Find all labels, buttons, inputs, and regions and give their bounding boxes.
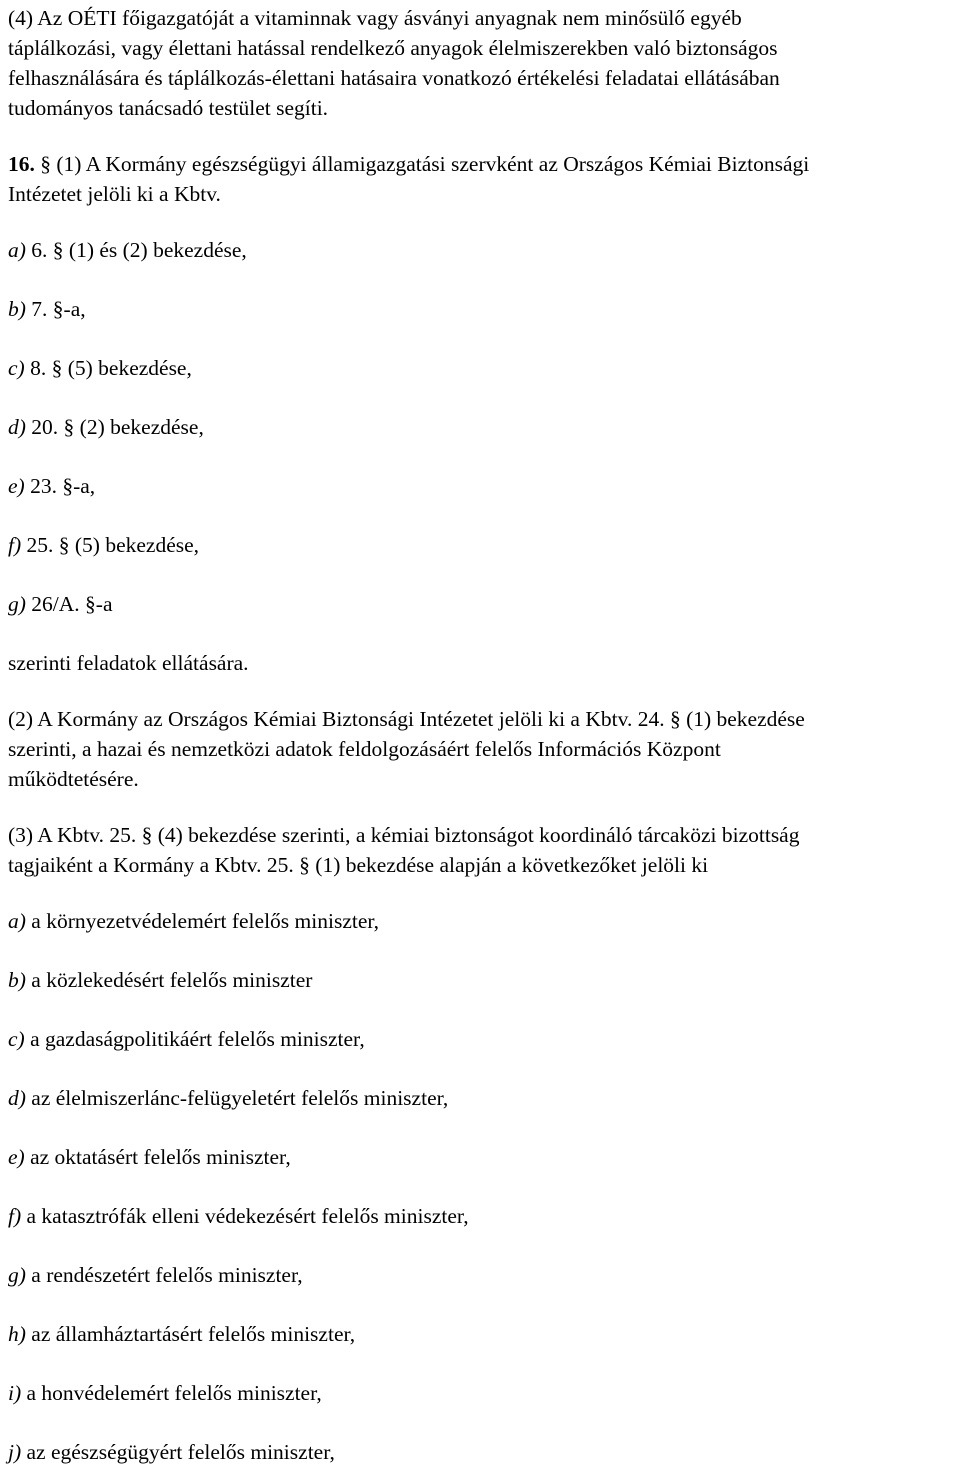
list-item: [8, 965, 954, 995]
section-number: 16.: [8, 152, 35, 176]
list-item-label: a): [8, 238, 26, 262]
paragraph-2-line-2: szerinti, a hazai és nemzetközi adatok feldolgozásáért felelős Információs Központ: [8, 737, 721, 761]
section-16-text: § (1) A Kormány egészségügyi államigazgatási szervként az Országos Kémiai Biztonsági: [34, 152, 810, 176]
list-item-label: g): [8, 592, 26, 616]
list-item-label: d): [8, 415, 26, 439]
list-item: [8, 1437, 954, 1467]
list-item-text: az oktatásért felelős miniszter,: [24, 1145, 291, 1169]
list-item-label: g): [8, 1263, 26, 1287]
list-item: [8, 1201, 954, 1231]
list-item: [8, 589, 954, 619]
list-item-text: 26/A. §-a: [25, 592, 113, 616]
list-item-text: a környezetvédelemért felelős miniszter,: [25, 909, 380, 933]
list-item-label: b): [8, 968, 26, 992]
list-item: [8, 1142, 954, 1172]
list-item: [8, 353, 954, 383]
paragraph-4-line-4: tudományos tanácsadó testület segíti.: [8, 96, 329, 120]
paragraph-4-line-1: (4) Az OÉTI főigazgatóját a vitaminnak vagy ásványi anyagnak nem minősülő egyéb: [8, 6, 742, 30]
list-item-text: a honvédelemért felelős miniszter,: [21, 1381, 322, 1405]
paragraph-4: [8, 3, 954, 123]
section-16-line-2: Intézetet jelöli ki a Kbtv.: [8, 182, 221, 206]
list-item-label: d): [8, 1086, 26, 1110]
paragraph-4-line-2: táplálkozási, vagy élettani hatással rendelkező anyagok élelmiszerekben való biztonságos: [8, 36, 778, 60]
list-item-text: a közlekedésért felelős miniszter: [25, 968, 313, 992]
list-item-text: az élelmiszerlánc-felügyeletért felelős miniszter,: [25, 1086, 449, 1110]
list-item-text: a rendészetért felelős miniszter,: [25, 1263, 303, 1287]
list-item-label: i): [8, 1381, 22, 1405]
list-item: [8, 1024, 954, 1054]
list-item-label: e): [8, 1145, 25, 1169]
list-item: [8, 294, 954, 324]
document-page: [8, 3, 954, 1467]
list-closing-text: szerinti feladatok ellátására.: [8, 651, 249, 675]
list-item-text: 23. §-a,: [24, 474, 96, 498]
list-item-text: 25. § (5) bekezdése,: [21, 533, 200, 557]
list-item: [8, 906, 954, 936]
paragraph-3-line-1: (3) A Kbtv. 25. § (4) bekezdése szerinti, a kémiai biztonságot koordináló tárcaközi bizottság: [8, 823, 800, 847]
list-item-text: 6. § (1) és (2) bekezdése,: [25, 238, 247, 262]
list-item: [8, 1378, 954, 1408]
list-item-label: b): [8, 297, 26, 321]
list-item-label: e): [8, 474, 25, 498]
list-item-text: 20. § (2) bekezdése,: [25, 415, 204, 439]
paragraph-4-line-3: felhasználására és táplálkozás-élettani hatásaira vonatkozó értékelési feladatai ellátásában: [8, 66, 780, 90]
list-item-label: c): [8, 356, 25, 380]
list-item-label: f): [8, 533, 22, 557]
ministers-list: [8, 906, 954, 1467]
list-item-text: 7. §-a,: [25, 297, 86, 321]
list-item-label: j): [8, 1440, 22, 1464]
list-item-label: c): [8, 1027, 25, 1051]
list-item: [8, 235, 954, 265]
list-item: [8, 412, 954, 442]
paragraph-2-line-1: (2) A Kormány az Országos Kémiai Biztonsági Intézetet jelöli ki a Kbtv. 24. § (1) bekezdése: [8, 707, 805, 731]
list-item-label: f): [8, 1204, 22, 1228]
list-item-text: az egészségügyért felelős miniszter,: [21, 1440, 335, 1464]
paragraph-2-line-3: működtetésére.: [8, 767, 139, 791]
list-item: [8, 530, 954, 560]
section-16-line-1: [8, 149, 954, 179]
list-item: [8, 1260, 954, 1290]
list-item-text: a gazdaságpolitikáért felelős miniszter,: [24, 1027, 365, 1051]
paragraph-2: [8, 704, 954, 794]
list-item-label: h): [8, 1322, 26, 1346]
list-item: [8, 1083, 954, 1113]
section-16: [8, 149, 954, 209]
list-item: [8, 471, 954, 501]
list-item-text: a katasztrófák elleni védekezésért felelős miniszter,: [21, 1204, 469, 1228]
paragraph-3: [8, 820, 954, 880]
tasks-list: [8, 235, 954, 678]
list-item-text: az államháztartásért felelős miniszter,: [25, 1322, 356, 1346]
list-item: [8, 1319, 954, 1349]
paragraph-3-line-2: tagjaiként a Kormány a Kbtv. 25. § (1) bekezdése alapján a következőket jelöli ki: [8, 853, 709, 877]
list-item-text: 8. § (5) bekezdése,: [24, 356, 192, 380]
list-item-label: a): [8, 909, 26, 933]
